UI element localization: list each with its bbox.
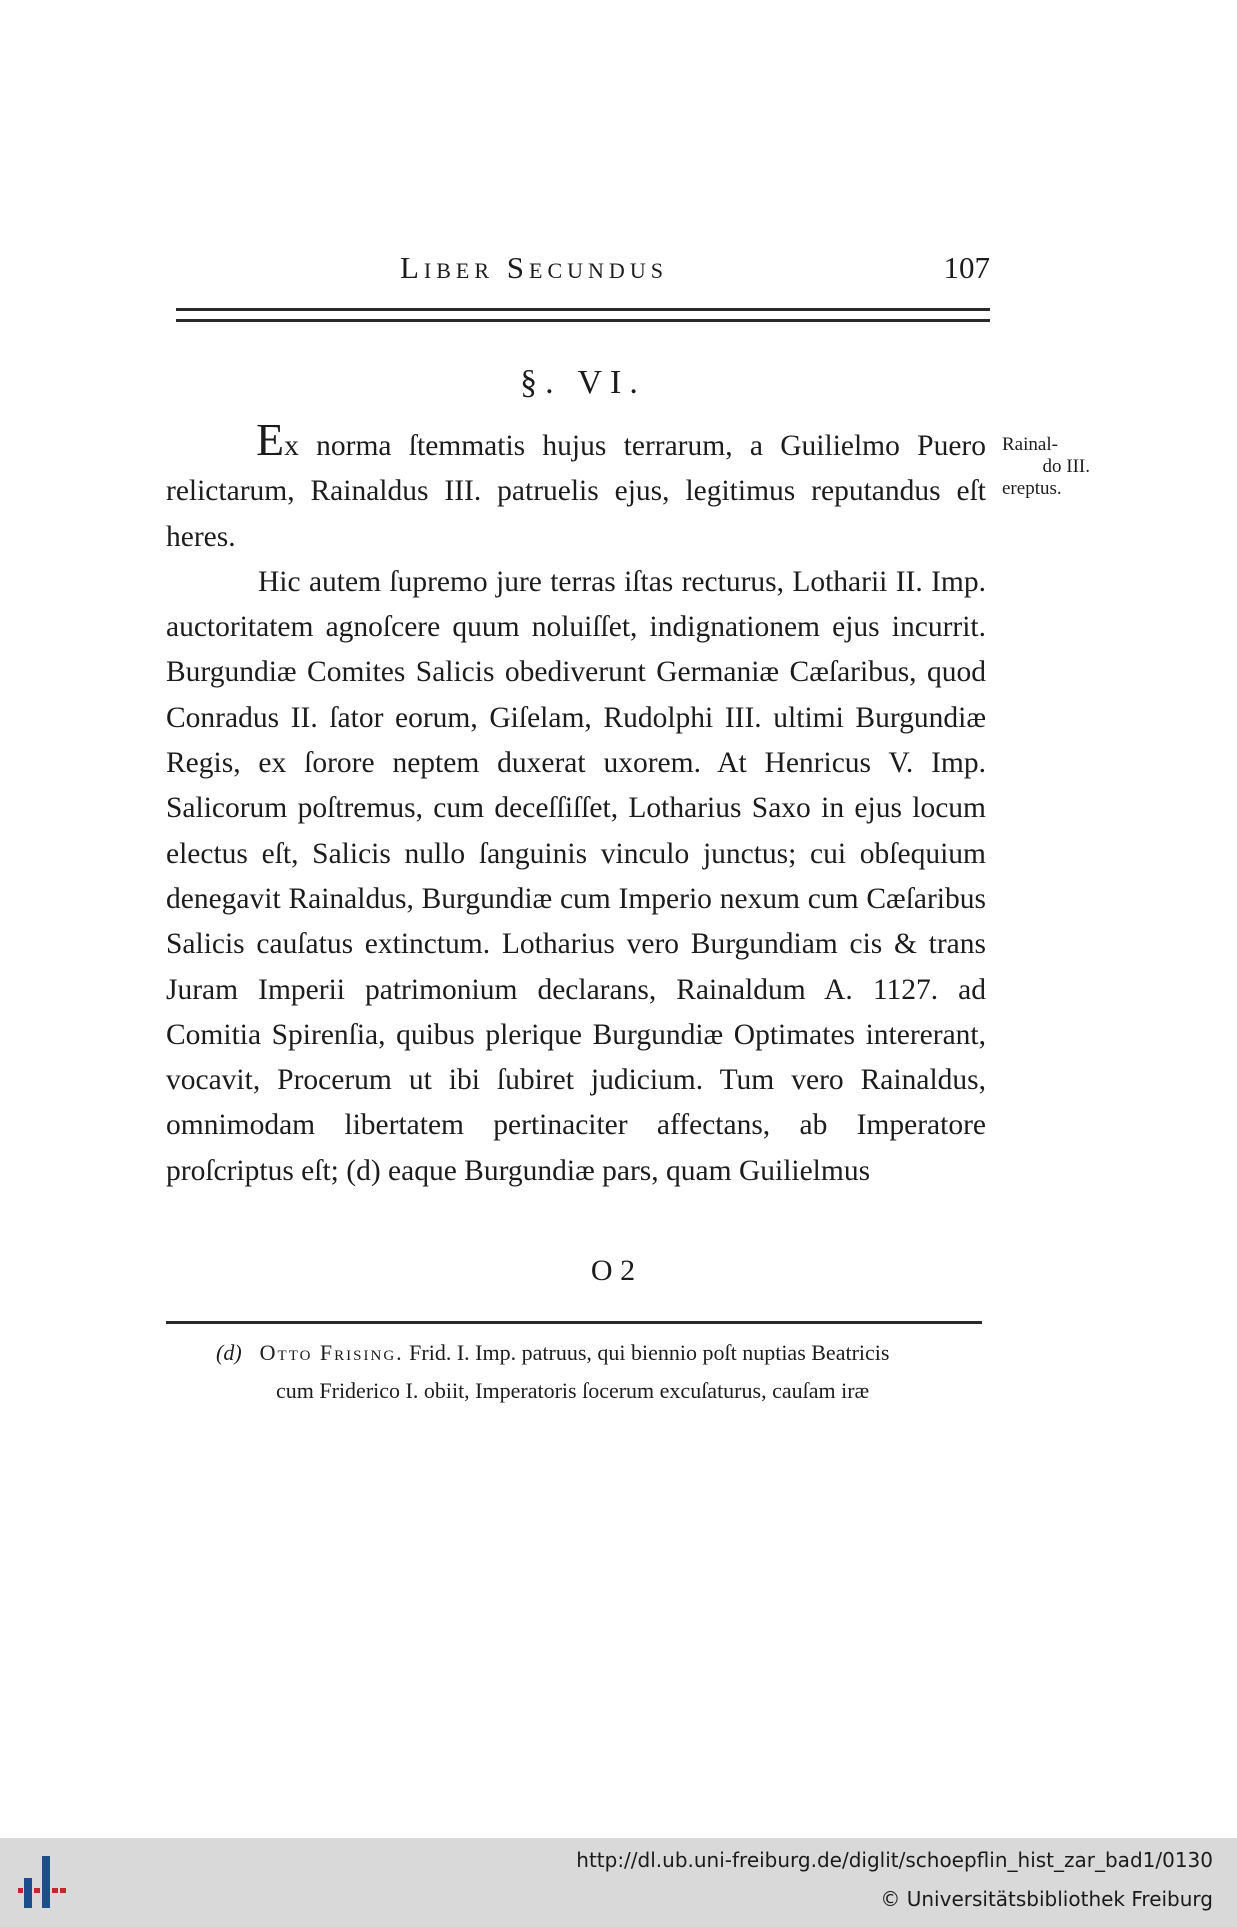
- footnote-author: Otto Frising.: [259, 1340, 404, 1365]
- paragraph-1: [166, 414, 986, 560]
- paragraph-2: Hic autem ſupremo jure terras iſtas recturus, Lotharii II. Imp. auctoritatem agnoſcere quum noluiſſet, indignationem ejus incurrit. Burgundiæ Comites Salicis obediverunt Germaniæ Cæſaribus, quod Conradus II. ſator eorum, Giſelam, Rudolphi III. ultimi Burgundiæ Regis, ex ſorore neptem duxerat uxorem. At Henricus V. Imp. Salicorum poſtremus, cum deceſſiſſet, Lotharius Saxo in ejus locum electus eſt, Salicis nullo ſanguinis vinculo junctus; cui obſequium denegavit Rainaldus, Burgundiæ cum Imperio nexum cum Cæſaribus Salicis cauſatus extinctum. Lotharius vero Burgundiam cis & trans Juram Imperii patrimonium declarans, Rainaldum A. 1127. ad Comitia Spirenſia, quibus plerique Burgundiæ Optimates intererant, vocavit, Procerum ut ibi ſubiret judicium. Tum vero Rainaldus, omnimodam libertatem pertinaciter affectans, ab Imperatore proſcriptus eſt; (d) eaque Burgundiæ pars, quam Guilielmus: [166, 565, 986, 1187]
- running-head: [176, 250, 990, 290]
- footnote: [216, 1334, 980, 1410]
- signature-mark: O 2: [590, 1254, 636, 1287]
- header-double-rule: [176, 308, 990, 322]
- footnote-rule: [166, 1321, 982, 1324]
- paragraph-1-text: x norma ſtemmatis hujus terrarum, a Guilielmo Puero relictarum, Rainaldus III. patruelis ejus, legitimus reputandus eſt heres.: [166, 430, 986, 553]
- marginal-note: [1002, 434, 1094, 500]
- footnote-text: Frid. I. Imp. patruus, qui biennio poſt nuptias Beatricis: [409, 1340, 890, 1365]
- copyright-notice: © Universitätsbibliothek Freiburg: [880, 1887, 1213, 1911]
- marginal-note-line: do III.: [1042, 456, 1090, 477]
- viewer-footer-bar: [0, 1838, 1237, 1927]
- permalink-url[interactable]: http://dl.ub.uni-freiburg.de/diglit/schoepflin_hist_zar_bad1/0130: [576, 1848, 1213, 1872]
- section-heading: §. VI.: [520, 364, 646, 401]
- library-logo-icon[interactable]: [18, 1852, 78, 1914]
- marginal-note-line: ereptus.: [1002, 478, 1062, 499]
- footnote-line-2: cum Friderico I. obiit, Imperatoris ſocerum excuſaturus, cauſam iræ: [276, 1378, 870, 1403]
- marginal-note-line: Rainal-: [1002, 434, 1058, 455]
- footnote-line-1: [216, 1334, 980, 1372]
- footnote-marker: (d): [216, 1340, 242, 1365]
- body-text: [166, 414, 986, 1194]
- page-number: 107: [943, 250, 990, 285]
- drop-capital: E: [256, 414, 285, 465]
- running-title: Liber Secundus: [400, 250, 668, 285]
